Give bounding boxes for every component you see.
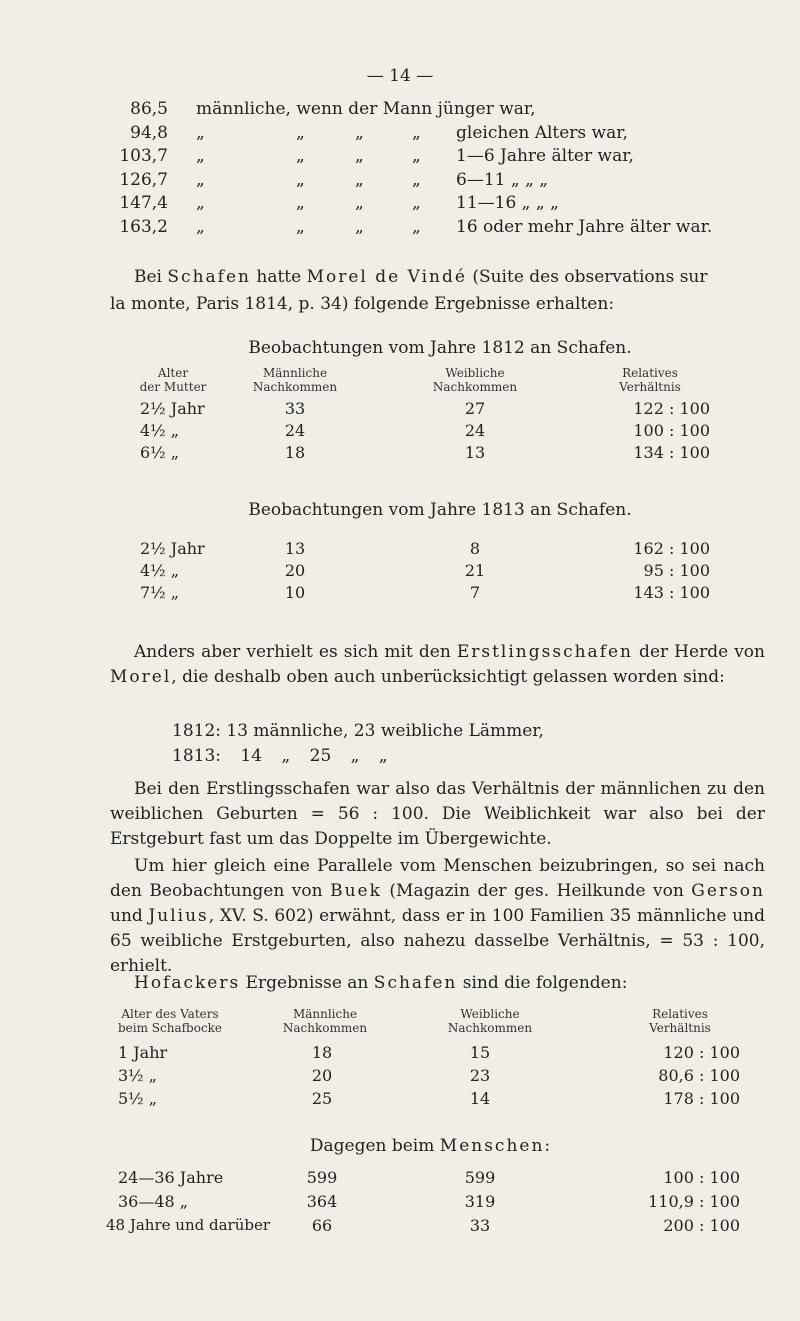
table-cell: 100 : 100	[633, 421, 710, 440]
list-value: 103,7	[119, 146, 168, 166]
ditto-mark: „	[196, 216, 205, 237]
list-text: 16 oder mehr Jahre älter war.	[456, 216, 713, 237]
table-cell: 24—36 Jahre	[118, 1168, 224, 1187]
text: Bei den Erstlingsschafen war also das Verhältnis der männlichen zu den weiblichen Geburten = 56 : 100. Die Weiblichkeit war also bei der Erstgeburt fast um das Doppelte im Übergewichte.	[110, 779, 765, 849]
table-cell: 110,9 : 100	[648, 1192, 740, 1211]
table-cell: 33	[284, 399, 306, 418]
list-value: 163,2	[119, 216, 168, 237]
text: sind die folgenden:	[457, 973, 628, 993]
table-cell: 33	[469, 1216, 491, 1235]
table1-subtitle: Beobachtungen vom Jahre 1813 an Schafen.	[248, 500, 632, 520]
text: (Suite des observations sur	[466, 267, 708, 287]
ditto-mark: „	[296, 146, 305, 166]
table-cell: 200 : 100	[663, 1216, 740, 1235]
list-text: 11—16 „ „ „	[456, 193, 559, 213]
table2-header-2: Weibliche	[460, 1007, 520, 1021]
ditto-mark: „	[355, 146, 364, 166]
table-cell: 134 : 100	[633, 443, 710, 462]
table1-header-1: Nachkommen	[252, 380, 338, 394]
author-name: Buek	[330, 881, 382, 901]
para3	[110, 777, 765, 852]
table-cell: 5½ „	[118, 1089, 158, 1108]
table-cell: 18	[284, 443, 306, 462]
ditto-mark: „	[196, 169, 205, 190]
text: Bei	[134, 267, 168, 287]
text: , XV. S. 602) erwähnt, dass er in 100 Familien 35 männliche und 65 weibliche Erstgeburten, also nahezu dasselbe Verhältnis, = 53 : 100, erhielt.	[110, 906, 765, 976]
text: und	[110, 906, 149, 926]
table2-header-1: Männliche	[292, 1007, 358, 1021]
table2-header-0: Alter des Vaters	[121, 1007, 219, 1021]
text: , die deshalb oben auch unberücksichtigt gelassen worden sind:	[171, 667, 725, 687]
spaced-term: Menschen	[439, 1136, 545, 1156]
para1-line1	[134, 267, 708, 287]
ditto-mark: „	[355, 122, 364, 143]
table-cell: 27	[464, 399, 486, 418]
table-cell: 1 Jahr	[118, 1043, 168, 1062]
ditto-mark: „	[412, 216, 421, 237]
table1-title: Beobachtungen vom Jahre 1812 an Schafen.	[248, 338, 632, 358]
table-cell: 7	[469, 583, 481, 602]
table-cell: 23	[469, 1066, 491, 1085]
para5	[134, 973, 627, 993]
table-cell: 80,6 : 100	[658, 1066, 740, 1085]
table-cell: 4½ „	[140, 421, 180, 440]
table2-header-0: beim Schafbocke	[117, 1021, 223, 1035]
list-text: 6—11 „ „ „	[456, 169, 549, 190]
ditto-mark: „	[196, 122, 205, 143]
table2-header-3: Verhältnis	[649, 1021, 711, 1035]
text: hatte	[250, 267, 307, 287]
list-text: 1—6 Jahre älter war,	[456, 146, 634, 166]
ditto-mark: „	[296, 216, 305, 237]
ditto-mark: „	[412, 193, 421, 213]
table-cell: 2½ Jahr	[140, 399, 205, 418]
ditto-mark: „	[355, 216, 364, 237]
table1-header-2: Weibliche	[445, 366, 505, 380]
text: :	[544, 1136, 551, 1156]
table-cell: 7½ „	[140, 583, 180, 602]
table-cell: 120 : 100	[663, 1043, 740, 1062]
table-cell: 15	[469, 1043, 491, 1062]
table-cell: 66	[311, 1216, 333, 1235]
table-cell: 319	[464, 1192, 496, 1211]
table-cell: 13	[464, 443, 486, 462]
spaced-term: Schafen	[373, 973, 458, 993]
ditto-mark: „	[412, 122, 421, 143]
list-value: 147,4	[119, 193, 168, 213]
table-cell: 3½ „	[118, 1066, 158, 1085]
text: (Magazin der ges. Heilkunde von	[381, 881, 692, 901]
lambs-1813: 1813: 14 „ 25 „ „	[172, 746, 388, 766]
para4	[110, 854, 765, 979]
table1-header-0: der Mutter	[139, 380, 207, 394]
table2-header-2: Nachkommen	[447, 1021, 533, 1035]
table-cell: 100 : 100	[663, 1168, 740, 1187]
table-cell: 14	[469, 1089, 491, 1108]
ditto-mark: „	[296, 169, 305, 190]
author-name: Morel	[110, 667, 172, 687]
table1-header-2: Nachkommen	[432, 380, 518, 394]
table2-header-1: Nachkommen	[282, 1021, 368, 1035]
table1-header-3: Verhältnis	[619, 380, 681, 394]
para1-line2: la monte, Paris 1814, p. 34) folgende Ergebnisse erhalten:	[110, 294, 615, 314]
author-name: Gerson	[691, 881, 765, 901]
lambs-1812: 1812: 13 männliche, 23 weibliche Lämmer,	[172, 721, 544, 741]
ditto-mark: „	[296, 193, 305, 213]
author-name: Morel de Vindé	[306, 267, 467, 287]
table-cell: 21	[464, 561, 486, 580]
ditto-mark: „	[412, 169, 421, 190]
table-cell: 36—48 „	[118, 1192, 189, 1211]
table-cell: 178 : 100	[663, 1089, 740, 1108]
list-value: 86,5	[130, 99, 168, 119]
table-cell: 10	[284, 583, 306, 602]
text: der Herde von	[633, 642, 765, 662]
list-value: 126,7	[119, 169, 168, 190]
ditto-mark: „	[196, 193, 205, 213]
table-cell: 20	[284, 561, 306, 580]
ditto-mark: „	[355, 169, 364, 190]
table-cell: 8	[469, 539, 481, 558]
text: Ergebnisse an	[240, 973, 374, 993]
table-cell: 162 : 100	[633, 539, 710, 558]
list-value: 94,8	[130, 122, 168, 143]
author-name: Julius	[148, 906, 209, 926]
spaced-name: Schafen	[167, 267, 251, 287]
table-cell: 599	[306, 1168, 338, 1187]
spaced-term: Erstlingsschafen	[456, 642, 633, 662]
table2-header-3: Relatives	[652, 1007, 708, 1021]
text: Um hier gleich eine Parallele vom Menschen beizubringen, so sei nach den Beobachtungen von	[110, 856, 765, 901]
table1-header-3: Relatives	[622, 366, 678, 380]
text: Dagegen beim	[309, 1136, 440, 1156]
ditto-mark: „	[296, 122, 305, 143]
table-cell: 2½ Jahr	[140, 539, 205, 558]
page-number: — 14 —	[366, 66, 434, 86]
table-cell: 122 : 100	[633, 399, 710, 418]
table-cell: 364	[306, 1192, 338, 1211]
author-name: Hofackers	[134, 973, 241, 993]
table-cell: 143 : 100	[633, 583, 710, 602]
table-cell: 95 : 100	[643, 561, 710, 580]
table-cell: 13	[284, 539, 306, 558]
para2	[110, 640, 765, 690]
table-cell: 48 Jahre und darüber	[106, 1216, 271, 1234]
ditto-mark: „	[412, 146, 421, 166]
table1-header-1: Männliche	[262, 366, 328, 380]
table-cell: 25	[311, 1089, 333, 1108]
list-text: gleichen Alters war,	[456, 122, 628, 143]
table-cell: 18	[311, 1043, 333, 1062]
list-text: männliche, wenn der Mann jünger war,	[196, 99, 536, 119]
table-cell: 24	[284, 421, 306, 440]
table2-midline	[230, 1136, 630, 1156]
table-cell: 24	[464, 421, 486, 440]
table-cell: 599	[464, 1168, 496, 1187]
table-cell: 20	[311, 1066, 333, 1085]
table-cell: 6½ „	[140, 443, 180, 462]
table1-header-0: Alter	[157, 366, 189, 380]
text: Anders aber verhielt es sich mit den	[134, 642, 457, 662]
ditto-mark: „	[196, 146, 205, 166]
ditto-mark: „	[355, 193, 364, 213]
table-cell: 4½ „	[140, 561, 180, 580]
